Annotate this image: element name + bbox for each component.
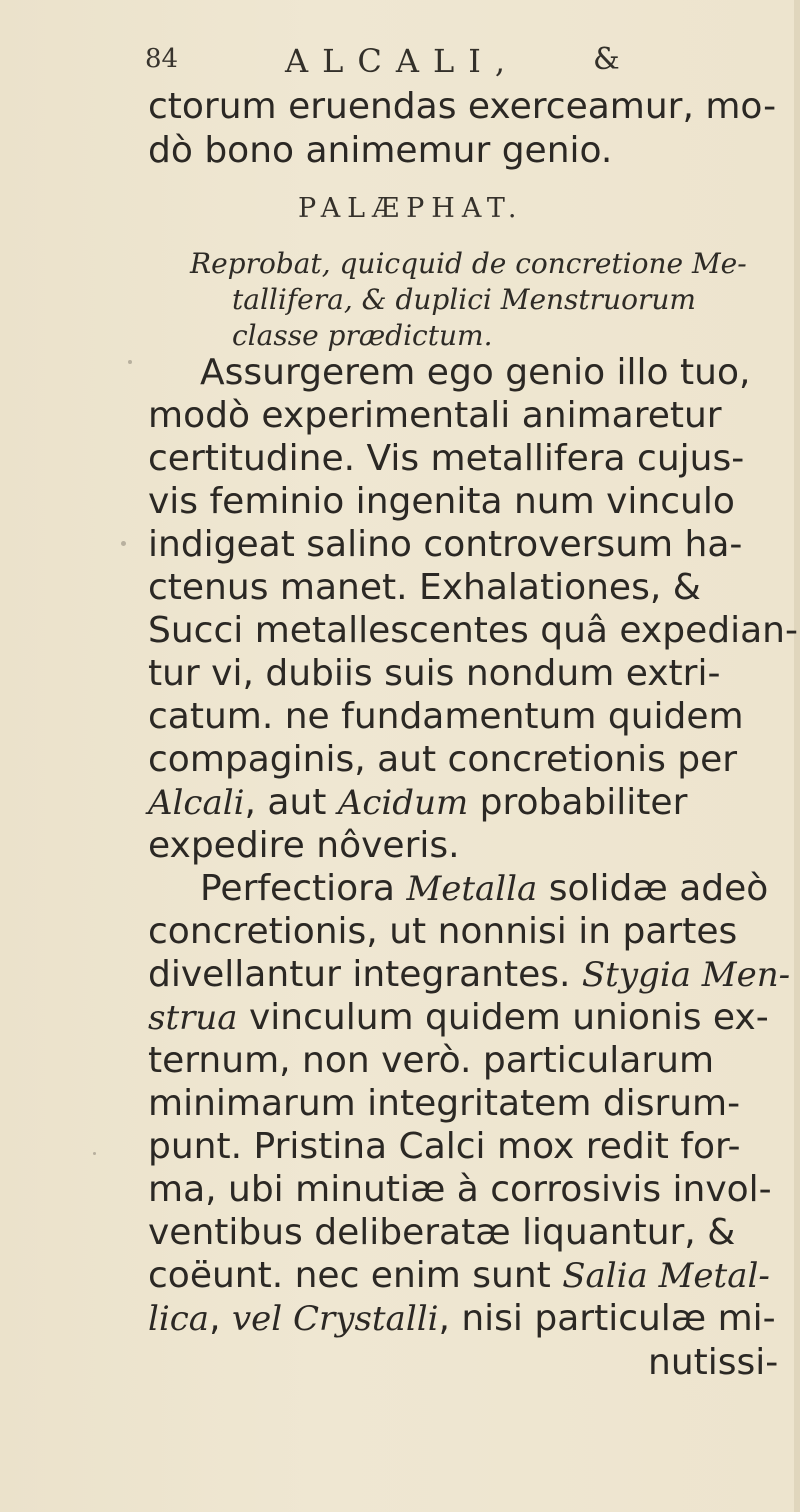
text-line: tur vi, dubiis suis nondum extri- (148, 653, 721, 694)
text-span: vinculum quidem unionis ex- (237, 997, 769, 1038)
text-line (148, 782, 687, 824)
text-span: probabiliter (468, 782, 688, 823)
text-span: , aut (244, 782, 338, 823)
text-line: minimarum integritatem disrum- (148, 1083, 741, 1124)
text-line: Succi metallescentes quâ expedian- (148, 610, 798, 651)
italic-term: Alcali (148, 783, 245, 823)
page-edge (794, 0, 800, 1512)
text-line: expedire nôveris. (148, 825, 460, 866)
running-title: ALCALI, (285, 42, 520, 80)
italic-term: lica (148, 1299, 210, 1339)
italic-term: Metalla (406, 869, 538, 909)
text-span: divellantur integrantes. (148, 954, 582, 995)
text-line (148, 1298, 776, 1340)
paper-speck (121, 541, 126, 546)
summary-line: tallifera, & duplici Menstruorum (232, 283, 696, 316)
section-heading: PALÆPHAT. (298, 193, 524, 224)
text-line: modò experimentali animaretur (148, 395, 722, 436)
text-line: ventibus deliberatæ liquantur, & (148, 1212, 736, 1253)
text-line: certitudine. Vis metallifera cujus- (148, 438, 745, 479)
italic-term: Acidum (337, 783, 469, 823)
text-line (148, 997, 769, 1039)
paper-speck (128, 360, 132, 364)
text-span: Perfectiora (200, 868, 407, 909)
text-line: concretionis, ut nonnisi in partes (148, 911, 738, 952)
text-line: ternum, non verò. particularum (148, 1040, 715, 1081)
text-span: solidæ adeò (537, 868, 769, 909)
text-line: dò bono animemur genio. (148, 130, 613, 171)
text-line: Assurgerem ego genio illo tuo, (200, 352, 751, 393)
text-line: compaginis, aut concretionis per (148, 739, 738, 780)
text-line: ma, ubi minutiæ à corrosivis invol- (148, 1169, 772, 1210)
paper-speck (93, 1152, 96, 1155)
page-header (145, 38, 645, 90)
text-span: , nisi particulæ mi- (438, 1298, 776, 1339)
italic-term: vel Crystalli (231, 1299, 439, 1339)
text-line: ctenus manet. Exhalationes, & (148, 567, 701, 608)
italic-term: Stygia Men- (581, 955, 791, 995)
text-line (200, 868, 768, 910)
running-title-ampersand: & (593, 42, 620, 77)
italic-term: strua (148, 998, 238, 1038)
catchword: nutissi- (648, 1342, 779, 1383)
text-line (148, 954, 790, 996)
summary-line: classe prædictum. (232, 319, 493, 352)
text-line: vis feminio ingenita num vinculo (148, 481, 735, 522)
text-line (148, 1255, 770, 1297)
text-span: , (209, 1298, 232, 1339)
text-span: coëunt. nec enim sunt (148, 1255, 563, 1296)
page-number: 84 (145, 44, 179, 74)
text-line: indigeat salino controversum ha- (148, 524, 743, 565)
text-line: ctorum eruendas exerceamur, mo- (148, 86, 777, 127)
text-line: punt. Pristina Calci mox redit for- (148, 1126, 741, 1167)
italic-term: Salia Metal- (562, 1256, 770, 1296)
text-line: catum. ne fundamentum quidem (148, 696, 744, 737)
summary-line: Reprobat, quicquid de concretione Me- (190, 247, 747, 280)
